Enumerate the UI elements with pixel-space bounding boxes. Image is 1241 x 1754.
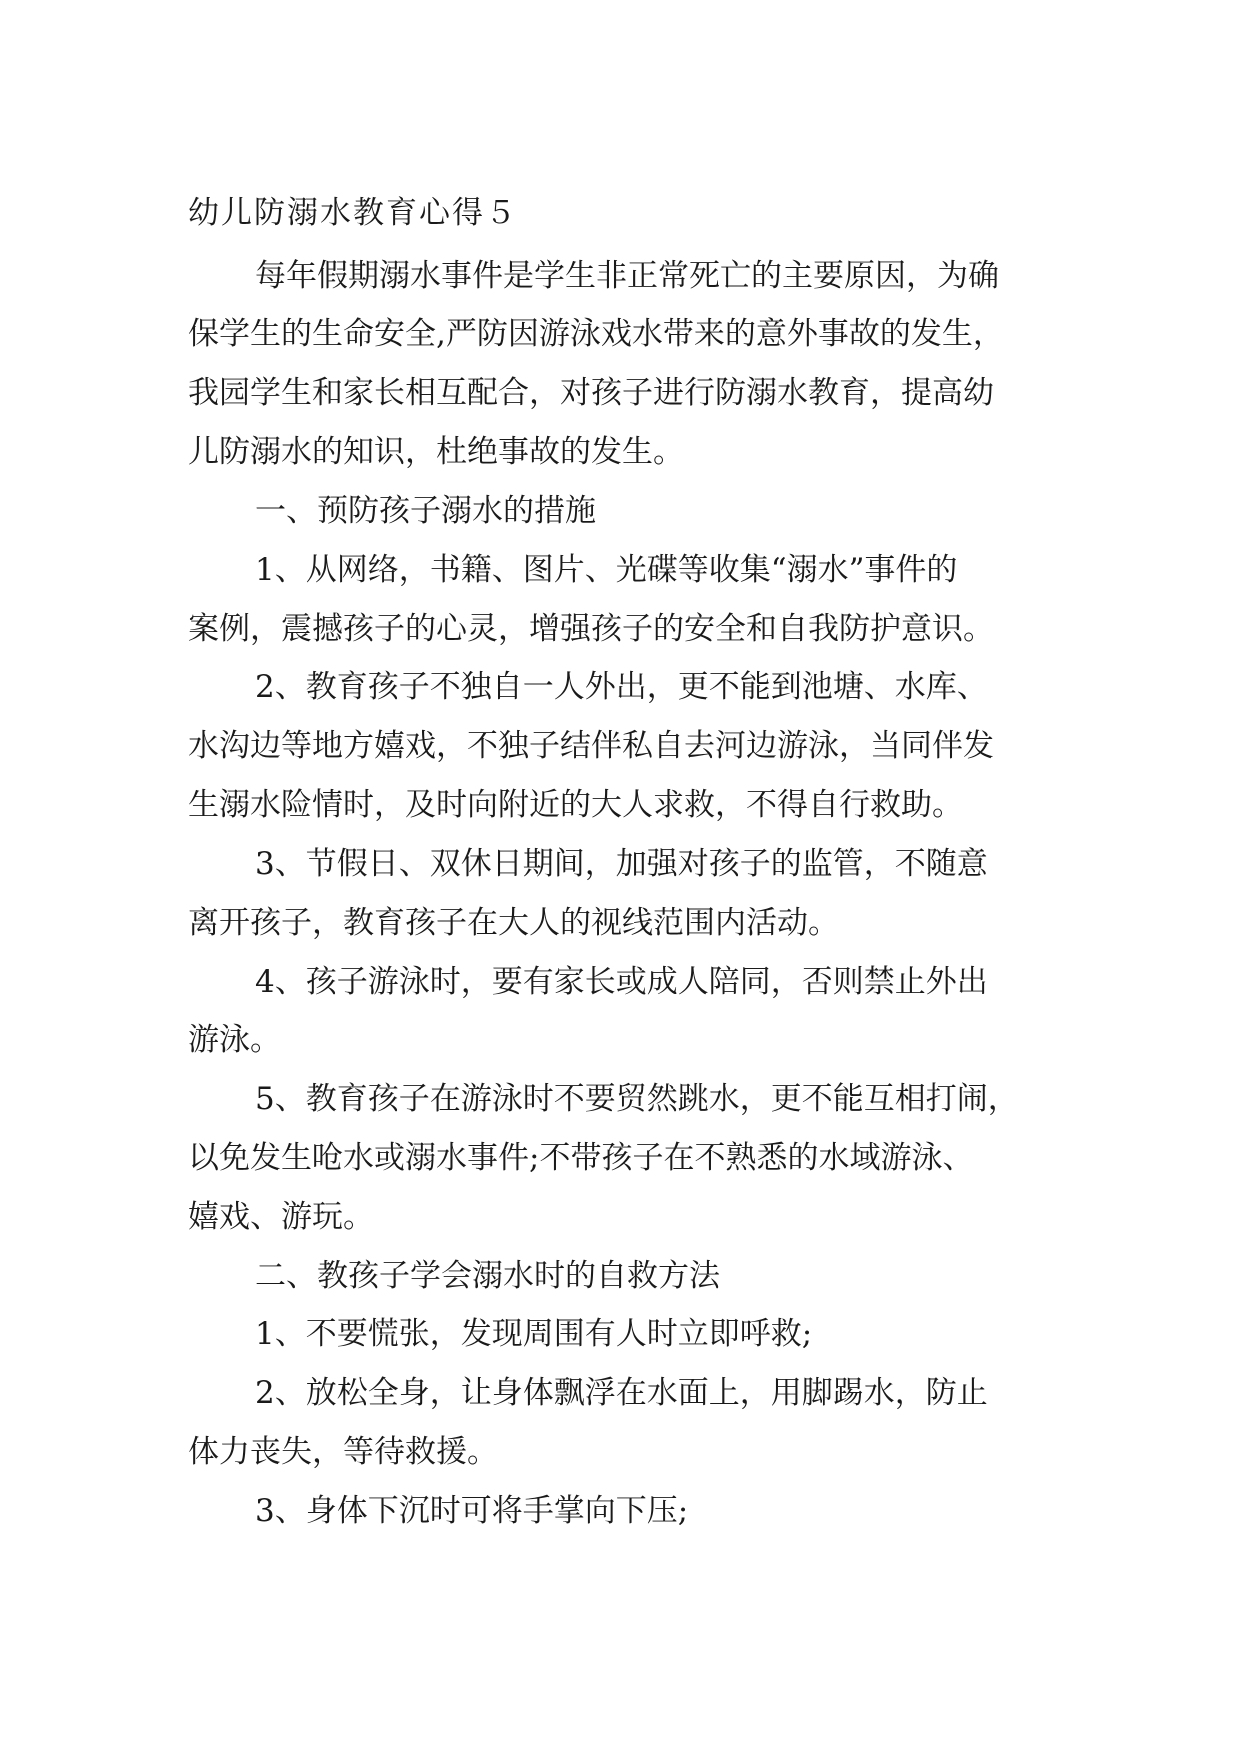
paragraph-line: 生溺水险情时，及时向附近的大人求救，不得自行救助。 [188,787,963,823]
paragraph-line: 3、节假日、双休日期间，加强对孩子的监管，不随意 [255,846,988,882]
paragraph-line: 案例，震撼孩子的心灵，增强孩子的安全和自我防护意识。 [188,611,994,647]
paragraph-line: 游泳。 [188,1022,281,1058]
paragraph-line: 嬉戏、游玩。 [188,1199,374,1235]
document-title: 幼儿防溺水教育心得５ [188,195,518,231]
paragraph-line: 1、从网络，书籍、图片、光碟等收集“溺水”事件的 [255,552,958,588]
paragraph-line: 3、身体下沉时可将手掌向下压; [255,1493,689,1529]
paragraph-line: 保学生的生命安全,严防因游泳戏水带来的意外事故的发生， [188,316,1004,352]
section-heading: 一、预防孩子溺水的措施 [255,493,596,529]
paragraph-line: 我园学生和家长相互配合，对孩子进行防溺水教育，提高幼 [188,375,994,411]
paragraph-line: 4、孩子游泳时，要有家长或成人陪同，否则禁止外出 [255,964,988,1000]
section-heading: 二、教孩子学会溺水时的自救方法 [255,1258,720,1294]
paragraph-line: 1、不要慌张，发现周围有人时立即呼救; [255,1316,813,1352]
paragraph-line: 体力丧失，等待救援。 [188,1434,498,1470]
paragraph-line: 5、教育孩子在游泳时不要贸然跳水，更不能互相打闹， [255,1081,1019,1117]
paragraph-line: 以免发生呛水或溺水事件;不带孩子在不熟悉的水域游泳、 [188,1140,974,1176]
paragraph-line: 每年假期溺水事件是学生非正常死亡的主要原因，为确 [255,258,999,294]
paragraph-line: 离开孩子，教育孩子在大人的视线范围内活动。 [188,905,839,941]
paragraph-line: 2、放松全身，让身体飘浮在水面上，用脚踢水，防止 [255,1375,988,1411]
paragraph-line: 水沟边等地方嬉戏，不独子结伴私自去河边游泳，当同伴发 [188,728,994,764]
paragraph-line: 儿防溺水的知识，杜绝事故的发生。 [188,434,684,470]
paragraph-line: 2、教育孩子不独自一人外出，更不能到池塘、水库、 [255,669,988,705]
